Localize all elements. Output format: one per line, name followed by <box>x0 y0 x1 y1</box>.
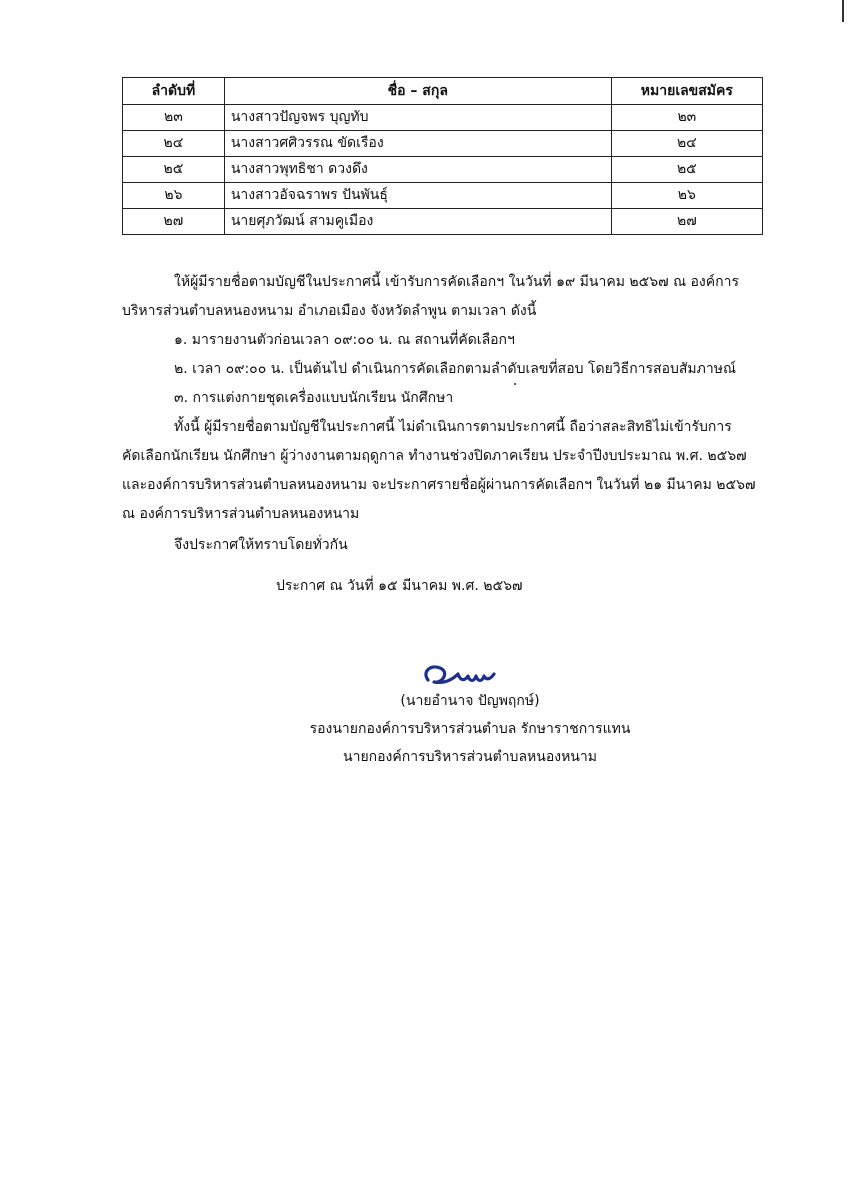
signatory-position-1: รองนายกองค์การบริหารส่วนตำบล รักษาราชการแทน <box>309 721 631 737</box>
row-application-no: ๒๗ <box>611 209 762 235</box>
table-header-row <box>123 78 763 105</box>
schedule-item-2: ๒. เวลา ๐๙:๐๐ น. เป็นต้นไป ดำเนินการคัดเลือกตามลำดับเลขที่สอบ โดยวิธีการสอบสัมภาษณ์ <box>174 361 736 377</box>
candidate-table <box>122 77 763 235</box>
row-application-no: ๒๖ <box>611 183 762 209</box>
row-no: ๒๔ <box>123 131 225 157</box>
row-application-no: ๒๓ <box>611 105 762 131</box>
row-no: ๒๖ <box>123 183 225 209</box>
signature-icon <box>420 660 510 690</box>
table-row <box>123 183 763 209</box>
schedule-item-3: ๓. การแต่งกายชุดเครื่องแบบนักเรียน นักศึกษา <box>174 390 454 406</box>
notice-line: คัดเลือกนักเรียน นักศึกษา ผู้ว่างงานตามฤดูกาล ทำงานช่วงปิดภาคเรียน ประจำปีงบประมาณ พ.ศ. ๒๕๖๗ <box>122 448 747 464</box>
table-row <box>123 209 763 235</box>
row-no: ๒๓ <box>123 105 225 131</box>
row-no: ๒๕ <box>123 157 225 183</box>
scan-speck <box>514 383 516 385</box>
row-name: นางสาวศศิวรรณ ขัดเรือง <box>224 131 611 157</box>
table-row <box>123 105 763 131</box>
header-name: ชื่อ – สกุล <box>224 78 611 105</box>
signatory-position-2: นายกองค์การบริหารส่วนตำบลหนองหนาม <box>343 749 597 765</box>
row-name: นางสาวพุทธิชา ดวงดึง <box>224 157 611 183</box>
row-application-no: ๒๔ <box>611 131 762 157</box>
intro-paragraph <box>122 268 772 326</box>
row-name: นางสาวปัญจพร บุญทับ <box>224 105 611 131</box>
notice-line: และองค์การบริหารส่วนตำบลหนองหนาม จะประกาศรายชื่อผู้ผ่านการคัดเลือกฯ ในวันที่ ๒๑ มีนาคม ๒๕๖๗ <box>122 477 756 493</box>
header-application-no: หมายเลขสมัคร <box>611 78 762 105</box>
row-application-no: ๒๕ <box>611 157 762 183</box>
notice-line: ณ องค์การบริหารส่วนตำบลหนองหนาม <box>122 506 360 522</box>
table-row <box>123 157 763 183</box>
scan-edge <box>842 0 844 22</box>
header-no: ลำดับที่ <box>123 78 225 105</box>
schedule-item-1: ๑. มารายงานตัวก่อนเวลา ๐๙:๐๐ น. ณ สถานที่คัดเลือกฯ <box>174 332 515 348</box>
row-no: ๒๗ <box>123 209 225 235</box>
intro-line: ให้ผู้มีรายชื่อตามบัญชีในประกาศนี้ เข้ารับการคัดเลือกฯ ในวันที่ ๑๙ มีนาคม ๒๕๖๗ ณ องค์การ <box>174 274 739 290</box>
row-name: นายศุภวัฒน์ สามคูเมือง <box>224 209 611 235</box>
table-row <box>123 131 763 157</box>
row-name: นางสาวอัจฉราพร ปันพันธุ์ <box>224 183 611 209</box>
intro-line: บริหารส่วนตำบลหนองหนาม อำเภอเมือง จังหวัดลำพูน ตามเวลา ดังนี้ <box>122 303 537 319</box>
signatory-name: (นายอำนาจ ปัญพฤกษ์) <box>400 693 540 709</box>
notice-paragraph <box>122 413 772 529</box>
closing-line: จึงประกาศให้ทราบโดยทั่วกัน <box>174 537 348 553</box>
announcement-date: ประกาศ ณ วันที่ ๑๕ มีนาคม พ.ศ. ๒๕๖๗ <box>276 578 523 594</box>
notice-line: ทั้งนี้ ผู้มีรายชื่อตามบัญชีในประกาศนี้ ไม่ดำเนินการตามประกาศนี้ ถือว่าสละสิทธิไม่เข้ารับการ <box>174 419 732 435</box>
